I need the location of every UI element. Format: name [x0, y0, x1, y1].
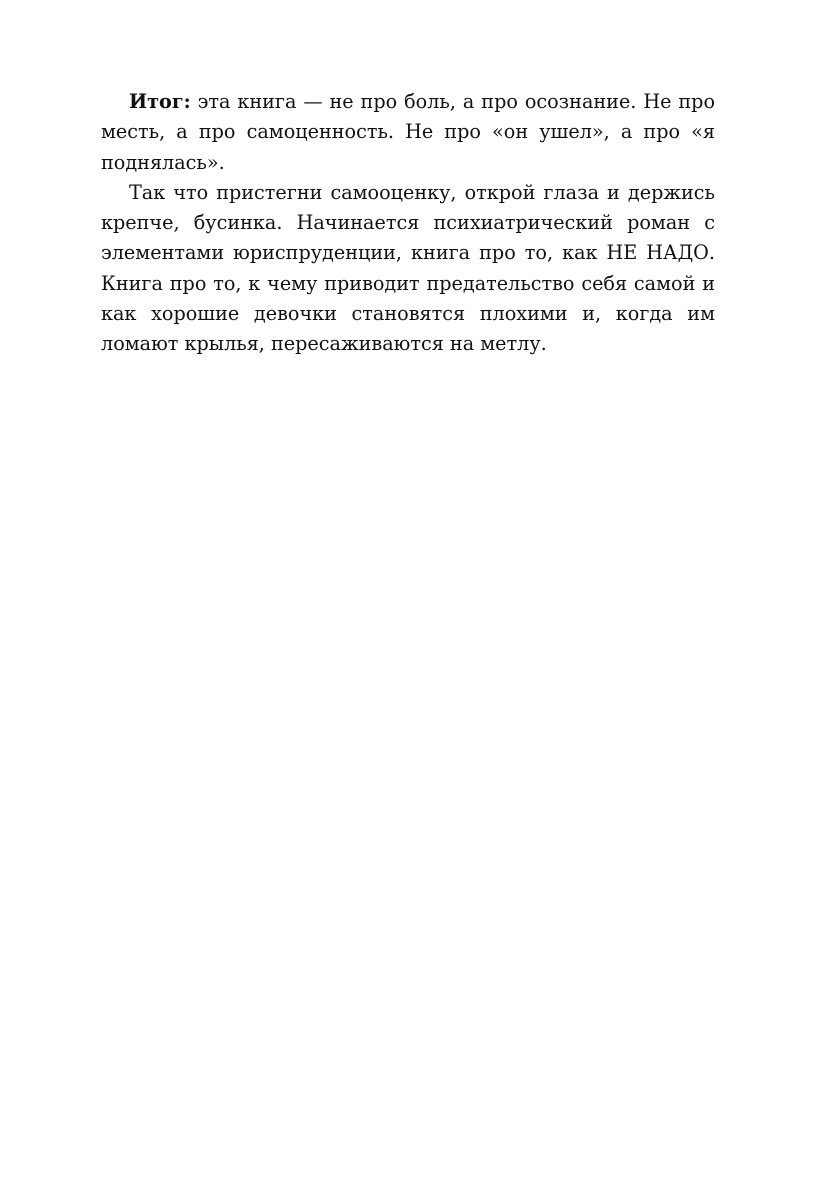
intro-text: Так что пристегни самооценку, открой глаза и держись крепче, бусинка. Начинается психиатрический роман с элементами юриспруденции, книга про то, как НЕ НАДО. Книга про то, к чему приводит предательство себя самой и как хорошие девочки становятся плохими и, когда им ломают крылья, пересаживаются на метлу. — [101, 180, 715, 356]
paragraph-summary — [101, 87, 715, 178]
paragraph-intro — [101, 178, 715, 360]
summary-text: эта книга — не про боль, а про осознание. Не про месть, а про самоценность. Не про «он ушел», а про «я поднялась». — [101, 90, 715, 174]
body-text — [101, 87, 715, 360]
summary-lead: Итог: — [129, 90, 191, 113]
